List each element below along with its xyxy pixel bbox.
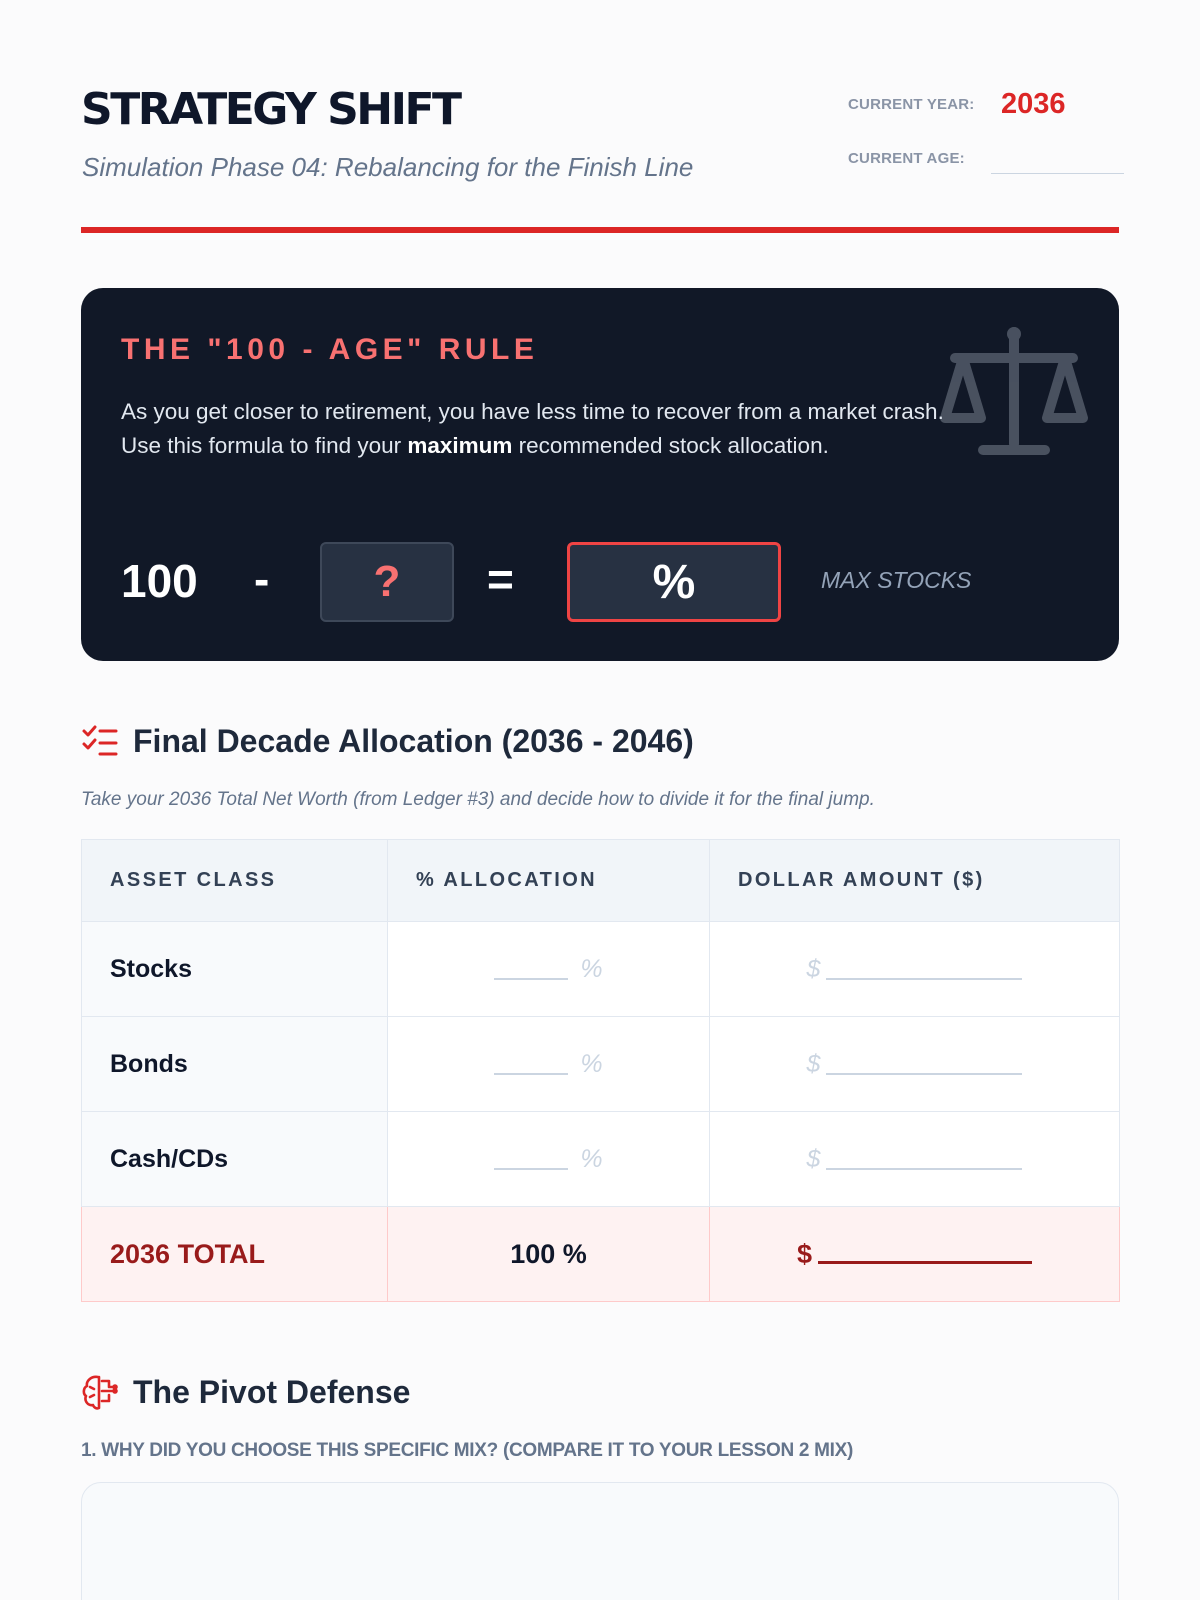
total-label: 2036 TOTAL: [82, 1207, 388, 1302]
asset-name: Stocks: [82, 922, 388, 1017]
header: [81, 0, 1119, 236]
page-title: STRATEGY SHIFT: [81, 84, 460, 135]
current-age-field[interactable]: [991, 173, 1124, 174]
table-row: [82, 922, 1120, 1017]
rule-text-start: As you get closer to retirement, you have less time to recover from a market crash. Use this formula to find your: [121, 399, 944, 458]
allocation-heading: [81, 721, 1119, 761]
current-age-label: CURRENT AGE:: [848, 150, 965, 167]
pivot-heading: [81, 1372, 1119, 1412]
column-header: % ALLOCATION: [388, 840, 710, 922]
percent-blank[interactable]: [494, 978, 568, 980]
formula-equals: =: [487, 553, 514, 605]
rule-text-end: recommended stock allocation.: [512, 433, 829, 458]
pivot-title: The Pivot Defense: [133, 1373, 411, 1410]
asset-name: Cash/CDs: [82, 1112, 388, 1207]
page-subtitle: Simulation Phase 04: Rebalancing for the Finish Line: [82, 152, 694, 182]
formula-number: 100: [121, 555, 198, 607]
dollar-blank[interactable]: [826, 1073, 1022, 1075]
max-stocks-input[interactable]: %: [567, 542, 781, 622]
dollar-blank[interactable]: [826, 978, 1022, 980]
percent-cell[interactable]: [388, 1017, 710, 1112]
rule-text-emphasis: maximum: [407, 433, 513, 458]
percent-cell[interactable]: [388, 1112, 710, 1207]
question-1: 1. WHY DID YOU CHOOSE THIS SPECIFIC MIX? (COMPARE IT TO YOUR LESSON 2 MIX): [81, 1440, 854, 1461]
current-year-row: [848, 88, 1124, 142]
table-row: [82, 1112, 1120, 1207]
checklist-icon: [81, 722, 119, 760]
age-input[interactable]: ?: [320, 542, 454, 622]
dollar-cell[interactable]: [710, 922, 1120, 1017]
percent-suffix: %: [580, 954, 603, 983]
allocation-table: [81, 839, 1120, 1302]
percent-suffix: %: [580, 1049, 603, 1078]
current-year-label: CURRENT YEAR:: [848, 96, 975, 113]
dollar-cell[interactable]: [710, 1112, 1120, 1207]
total-row: [82, 1207, 1120, 1302]
formula-minus: -: [254, 553, 270, 605]
allocation-instructions: Take your 2036 Total Net Worth (from Ledger #3) and decide how to divide it for the final jump.: [81, 789, 875, 810]
percent-suffix: %: [580, 1144, 603, 1173]
max-stocks-label: MAX STOCKS: [821, 567, 972, 593]
current-age-row: [848, 142, 1124, 196]
percent-blank[interactable]: [494, 1168, 568, 1170]
column-header: DOLLAR AMOUNT ($): [710, 840, 1120, 922]
rule-card: [81, 288, 1119, 661]
answer-1-textarea[interactable]: [81, 1482, 1119, 1600]
current-year-value: 2036: [1001, 88, 1066, 120]
total-percent: 100 %: [388, 1207, 710, 1302]
percent-cell[interactable]: [388, 922, 710, 1017]
age-formula: [121, 542, 1021, 622]
dollar-blank[interactable]: [826, 1168, 1022, 1170]
asset-name: Bonds: [82, 1017, 388, 1112]
dollar-prefix: $: [806, 1144, 821, 1173]
rule-description: [121, 395, 971, 463]
scale-icon: [939, 324, 1089, 464]
meta-block: [848, 88, 1124, 196]
brain-icon: [81, 1373, 119, 1411]
dollar-prefix: $: [806, 1049, 821, 1078]
rule-title: THE "100 - AGE" RULE: [121, 333, 539, 366]
column-header: ASSET CLASS: [82, 840, 388, 922]
dollar-prefix: $: [806, 954, 821, 983]
table-row: [82, 1017, 1120, 1112]
header-divider: [81, 227, 1119, 233]
total-dollar-prefix: $: [796, 1238, 813, 1269]
allocation-title: Final Decade Allocation (2036 - 2046): [133, 722, 694, 759]
total-dollar-cell[interactable]: [710, 1207, 1120, 1302]
table-header-row: [82, 840, 1120, 922]
total-dollar-blank[interactable]: [818, 1261, 1032, 1264]
dollar-cell[interactable]: [710, 1017, 1120, 1112]
percent-blank[interactable]: [494, 1073, 568, 1075]
